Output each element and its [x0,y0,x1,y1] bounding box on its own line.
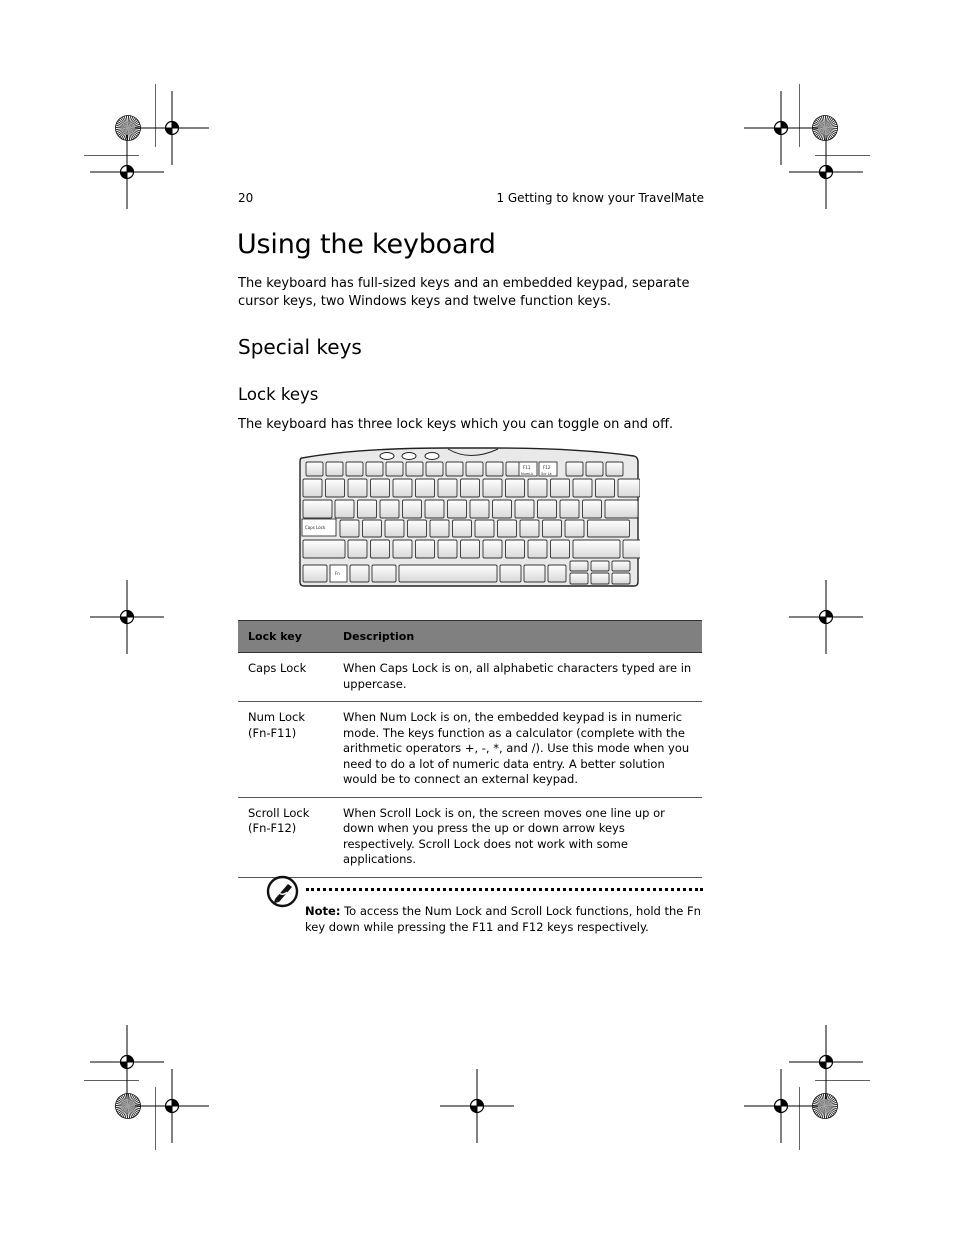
keyboard-key [573,540,620,558]
keyboard-key [426,462,443,476]
table-row [238,653,702,702]
keyboard-key [438,479,457,497]
keyboard-key [303,500,332,518]
keyboard-key [303,565,327,582]
lock-key-cell [238,702,333,798]
keyboard-key [591,561,609,571]
keyboard-key [570,573,588,584]
registration-mark-icon [789,580,863,654]
running-header: 1 Getting to know your TravelMate [496,191,704,205]
intro-paragraph: The keyboard has full-sized keys and an embedded keypad, separate cursor keys, two Windows keys and twelve function keys. [238,276,690,309]
crop-mark-line [84,1080,139,1081]
column-header-description: Description [333,621,702,653]
keyboard-key [528,479,547,497]
keyboard-key [538,500,557,518]
keyboard-key [306,462,323,476]
keyboard-key [346,462,363,476]
keyboard-key [570,561,588,571]
keyboard-key [403,500,422,518]
keyboard-key [363,520,382,537]
keyboard-key [551,479,570,497]
note-pen-icon [266,875,299,908]
keyboard-key [453,520,472,537]
keyboard-key [448,500,467,518]
keyboard-key [393,479,412,497]
keyboard-key [350,565,369,582]
lock-key-name: Scroll Lock [248,805,310,820]
crop-mark-line [815,155,870,156]
keyboard-key [591,573,609,584]
keyboard-key [493,500,512,518]
lock-key-shortcut: (Fn-F12) [248,821,297,835]
crop-mark-line [815,1080,870,1081]
keyboard-key [371,479,390,497]
keyboard-key [372,565,396,582]
lock-key-name: Caps Lock [248,661,307,675]
keyboard-key [348,479,367,497]
keyboard-key [461,540,480,558]
keyboard-key [483,479,502,497]
f12-sublabel: Scr Lk [541,472,552,476]
keyboard-key [366,462,383,476]
section-heading: Special keys [238,335,362,359]
keyboard-key [551,540,570,558]
keyboard-key [506,540,525,558]
keyboard-key [560,500,579,518]
lock-key-cell [238,653,333,702]
keyboard-key [438,540,457,558]
lock-key-cell [238,797,333,877]
table-row [238,797,702,877]
keyboard-key [524,565,545,582]
keyboard-illustration [298,446,640,590]
keyboard-key [548,565,566,582]
lock-key-shortcut: (Fn-F11) [248,725,297,740]
keyboard-key [303,479,322,497]
f11-sublabel: NumLk [521,472,534,476]
keyboard-key [486,462,503,476]
keyboard-key [543,520,562,537]
table-row [238,702,702,798]
subsection-heading: Lock keys [238,385,319,404]
page-title: Using the keyboard [237,229,496,260]
keyboard-key [380,500,399,518]
note-text [305,904,705,935]
keyboard-key [605,500,638,518]
registration-mark-icon [440,1069,514,1143]
keyboard-key [303,540,345,558]
keyboard-key [475,520,494,537]
keyboard-key [399,565,497,582]
crop-mark-line [155,84,156,147]
lock-key-name: Num Lock [248,710,305,724]
keyboard-key [326,479,345,497]
keyboard-key [416,479,435,497]
keyboard-key [358,500,377,518]
keyboard-key [466,462,483,476]
note-body: To access the Num Lock and Scroll Lock functions, hold the Fn key down while pressing the F11 and F12 keys respectively. [305,904,701,934]
keyboard-key [416,540,435,558]
keyboard-key [528,540,547,558]
page-number: 20 [238,191,254,205]
keyboard-key [386,462,403,476]
keyboard-key [335,500,354,518]
crop-mark-line [84,155,139,156]
description-cell: When Caps Lock is on, all alphabetic characters typed are in uppercase. [333,653,702,702]
fn-label: Fn [335,571,340,576]
keyboard-key [498,520,517,537]
keyboard-key [408,520,427,537]
keyboard-key [348,540,367,558]
registration-mark-icon [789,135,863,209]
keyboard-key [371,540,390,558]
keyboard-key [612,561,630,571]
registration-mark-icon [789,1025,863,1099]
keyboard-key [566,462,583,476]
keyboard-key [565,520,584,537]
keyboard-key [430,520,449,537]
lock-keys-intro: The keyboard has three lock keys which you can toggle on and off. [238,417,674,432]
note-label: Note: [305,904,341,918]
keyboard-key [612,573,630,584]
table-header-row [238,621,702,653]
keyboard-key [385,520,404,537]
description-cell: When Scroll Lock is on, the screen moves one line up or down when you press the up or down arrow keys respectively. Scroll Lock does not work with some applications. [333,797,702,877]
keyboard-key [588,520,630,537]
keyboard-key [606,462,623,476]
keyboard-key [515,500,534,518]
keyboard-key [506,479,525,497]
keyboard-key [520,520,539,537]
description-cell: When Num Lock is on, the embedded keypad is in numeric mode. The keys function as a calculator (complete with the arithmetic operators +, -, *, and /). Use this mode when you need to do a lot of numeric data entry. A better solution would be to connect an external keypad. [333,702,702,798]
caps-lock-label: Caps Lock [305,525,326,530]
registration-mark-icon [90,580,164,654]
keyboard-key [446,462,463,476]
f11-label: F11 [523,465,531,470]
registration-mark-icon [90,1025,164,1099]
keyboard-key [393,540,412,558]
keyboard-key [623,540,640,558]
note-divider [306,888,703,891]
keyboard-key [573,479,592,497]
f12-label: F12 [543,465,551,470]
keyboard-key [483,540,502,558]
keyboard-key [583,500,602,518]
keyboard-key [596,479,615,497]
keyboard-key [500,565,521,582]
keyboard-key [618,479,640,497]
registration-mark-icon [90,135,164,209]
keyboard-key [340,520,359,537]
column-header-lock-key: Lock key [238,621,333,653]
lock-keys-table [238,620,702,878]
keyboard-key [586,462,603,476]
crop-mark-line [799,84,800,147]
crop-mark-line [155,1087,156,1150]
keyboard-key [470,500,489,518]
keyboard-key [461,479,480,497]
crop-mark-line [799,1087,800,1150]
keyboard-key [326,462,343,476]
keyboard-key [425,500,444,518]
keyboard-key [406,462,423,476]
